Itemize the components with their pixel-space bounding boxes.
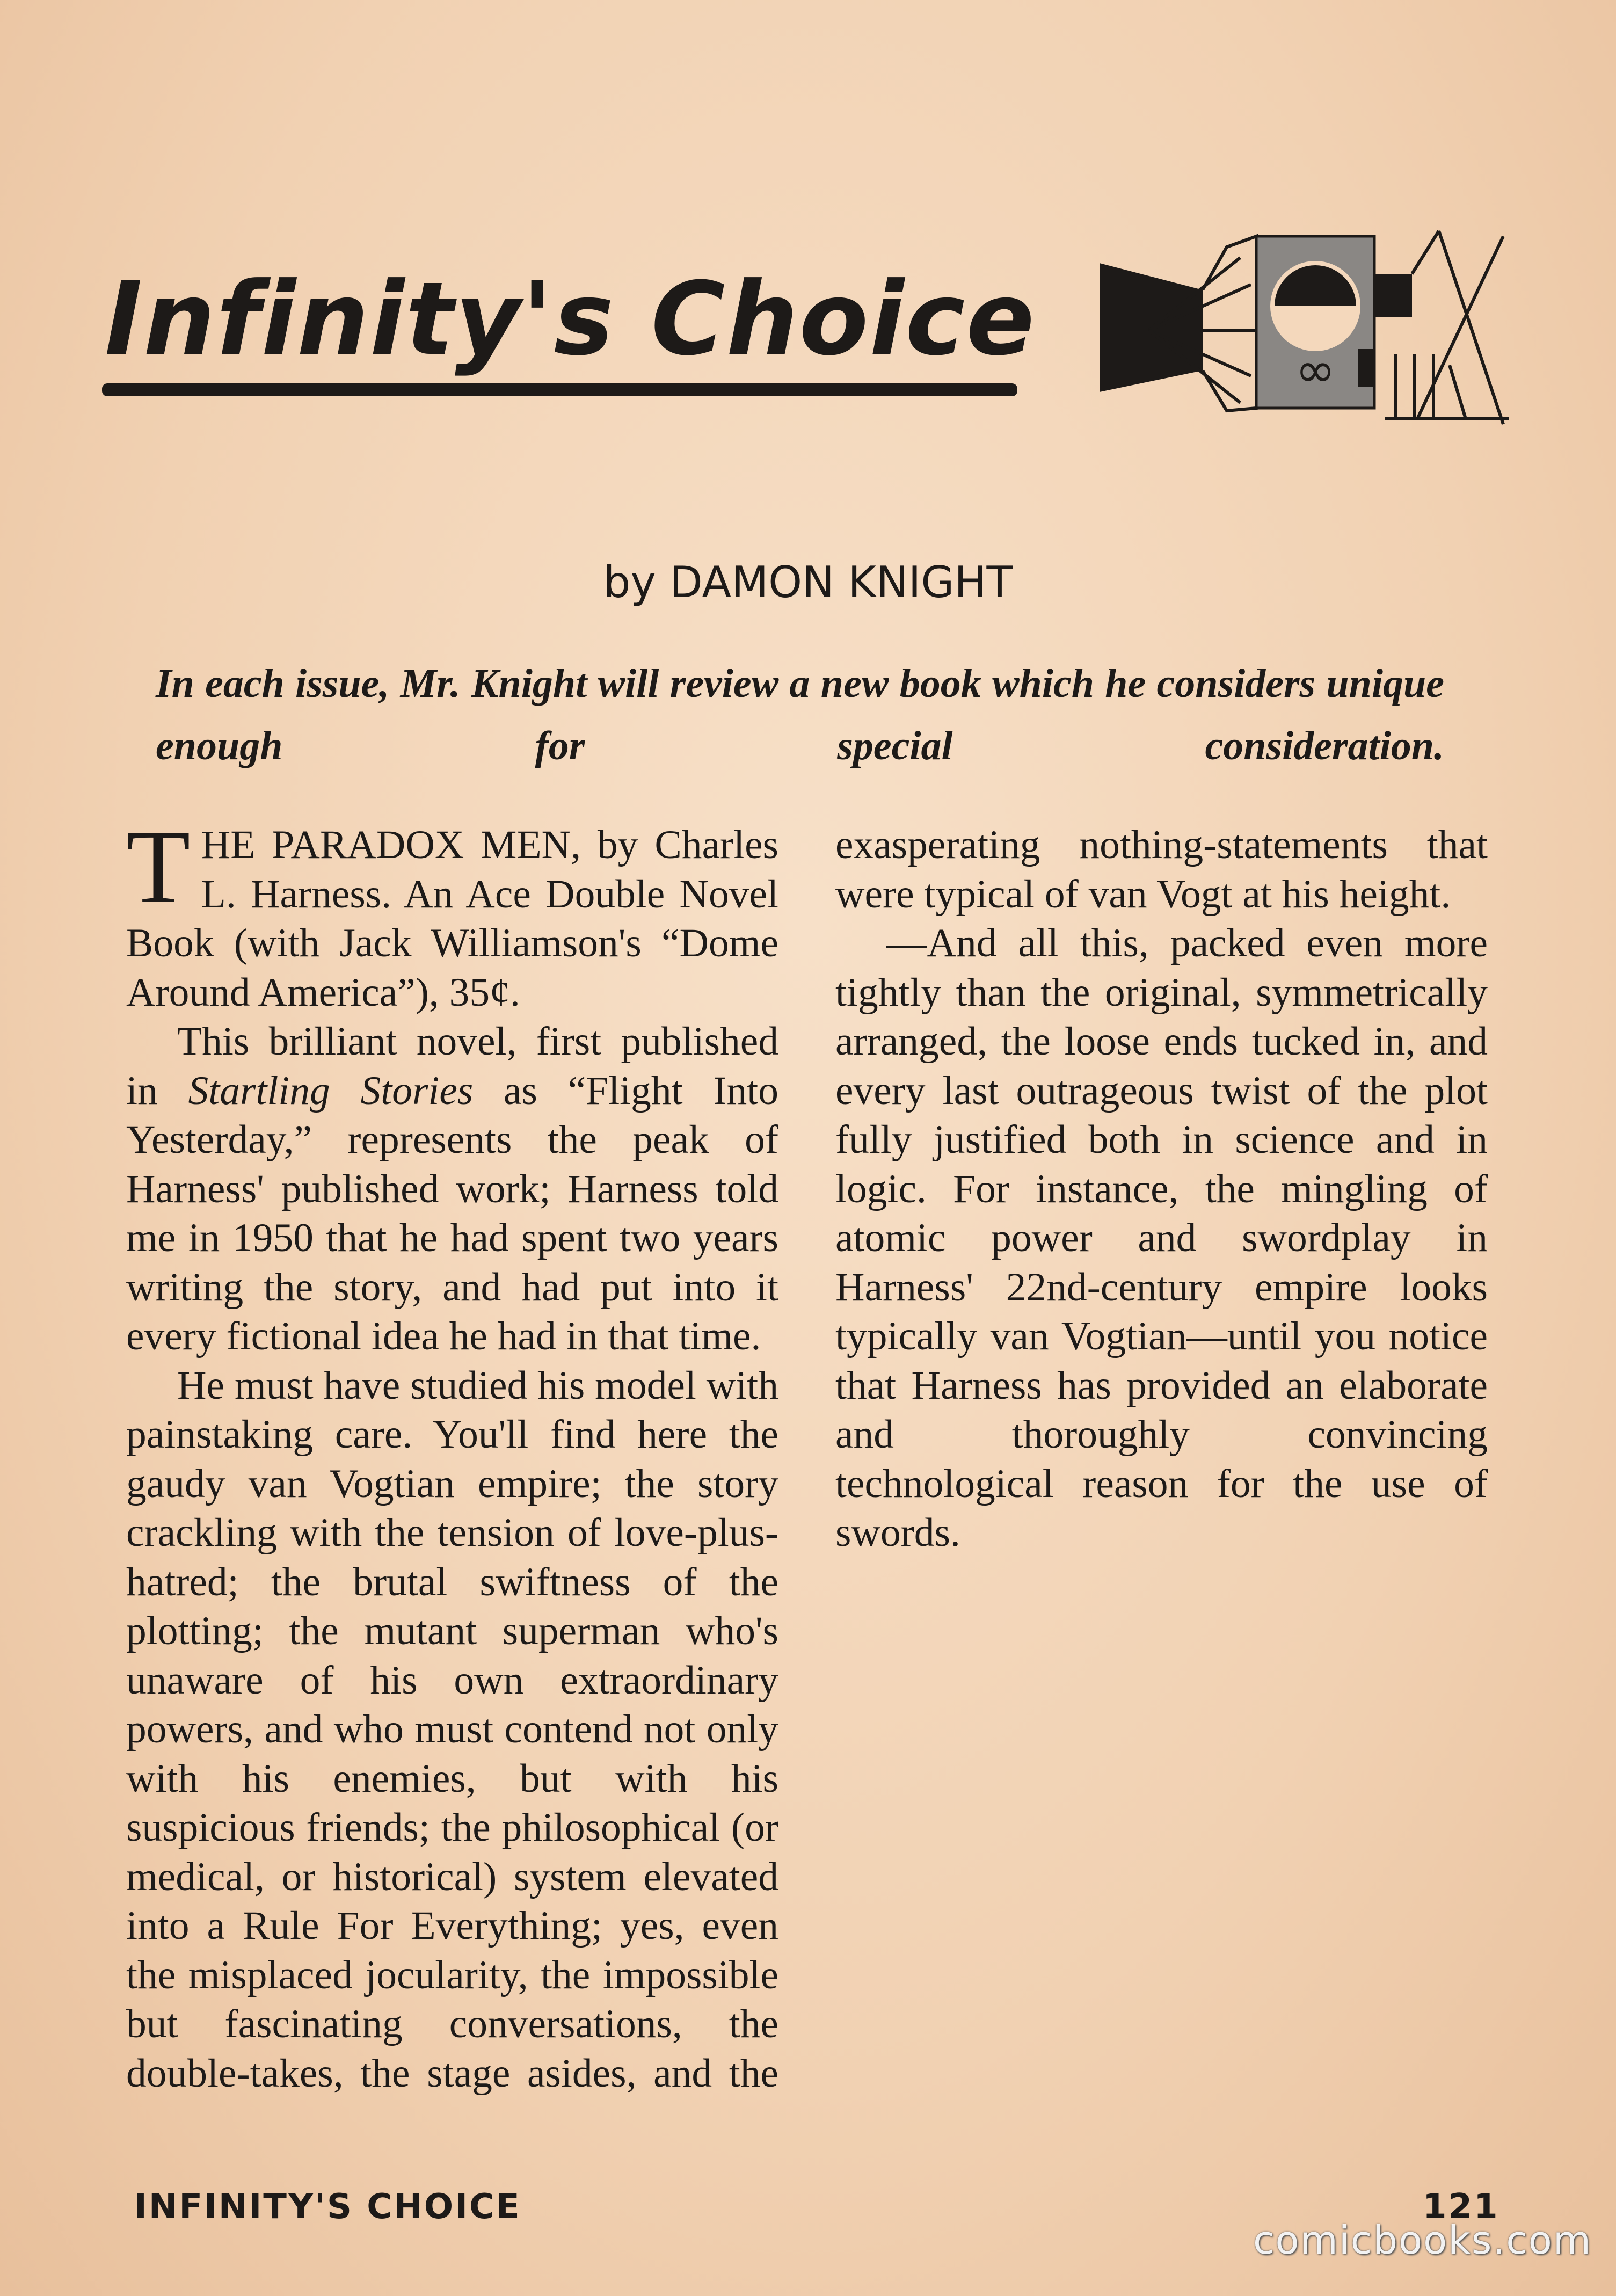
article-paragraph-3: He must have studied his model with painstaking care. You'll find here the gaudy van Vogtian empire; the story crackling with the tension of love-plus-hatred; the brutal swiftness of the plotting; the mutant superman who's unaware of his own extraordinary powers, and who must contend not only with his enemies, but with his suspicious friends; the philosophical (or medical, or historical) system elevated into a Rule For Everything; yes, even the misplaced jocularity, the impossible but fascinating conversations, the double-takes, the stage asides, and the — [126, 1363, 778, 2096]
article-column-right — [835, 820, 1488, 1558]
book-title: HE PARADOX MEN, — [201, 823, 581, 867]
byline: by DAMON KNIGHT — [603, 557, 1013, 607]
infinity-symbol: ∞ — [1295, 342, 1336, 398]
article-paragraph-2: This brilliant novel, first published in Startling Stories as “Flight Into Yesterday,” represents the peak of Harness' published work; Harness told me in 1950 that he had spent two years writing the story, and had put into it every fictional idea he had in that time. — [126, 1019, 778, 1358]
intro-blurb: In each issue, Mr. Knight will review a new book which he considers unique enough for special consideration. — [156, 661, 1444, 768]
article-paragraph-4: —And all this, packed even more tightly than the original, symmetrically arranged, the loose ends tucked in, and every last outrageous twist of the plot fully justified both in science and in logic. For instance, the mingling of atomic power and swordplay in Harness' 22nd-century empire looks typically van Vogtian—until you notice that Harness has provided an elaborate and thoroughly convincing technological reason for the use of swords. — [835, 921, 1488, 1555]
watermark: comicbooks.com — [1253, 2218, 1592, 2263]
page-title: Infinity's Choice — [105, 260, 1036, 378]
running-head: INFINITY'S CHOICE — [134, 2187, 521, 2227]
drop-cap: T — [126, 809, 191, 925]
infinity-badge-icon — [1095, 226, 1514, 435]
article-paragraph-3-continued: exasperating nothing-statements that were typical of van Vogt at his height. — [835, 823, 1488, 917]
article-paragraph-1 — [126, 809, 778, 1017]
page-number: 121 — [1423, 2187, 1499, 2227]
magazine-title: Startling Stories — [188, 1068, 474, 1113]
title-underline — [102, 383, 1017, 396]
book-details: by Charles L. Harness. An Ace Double Novel Book (with Jack Williamson's “Dome Around America”), 35¢. — [126, 823, 778, 1015]
article-column-left — [126, 809, 778, 2098]
